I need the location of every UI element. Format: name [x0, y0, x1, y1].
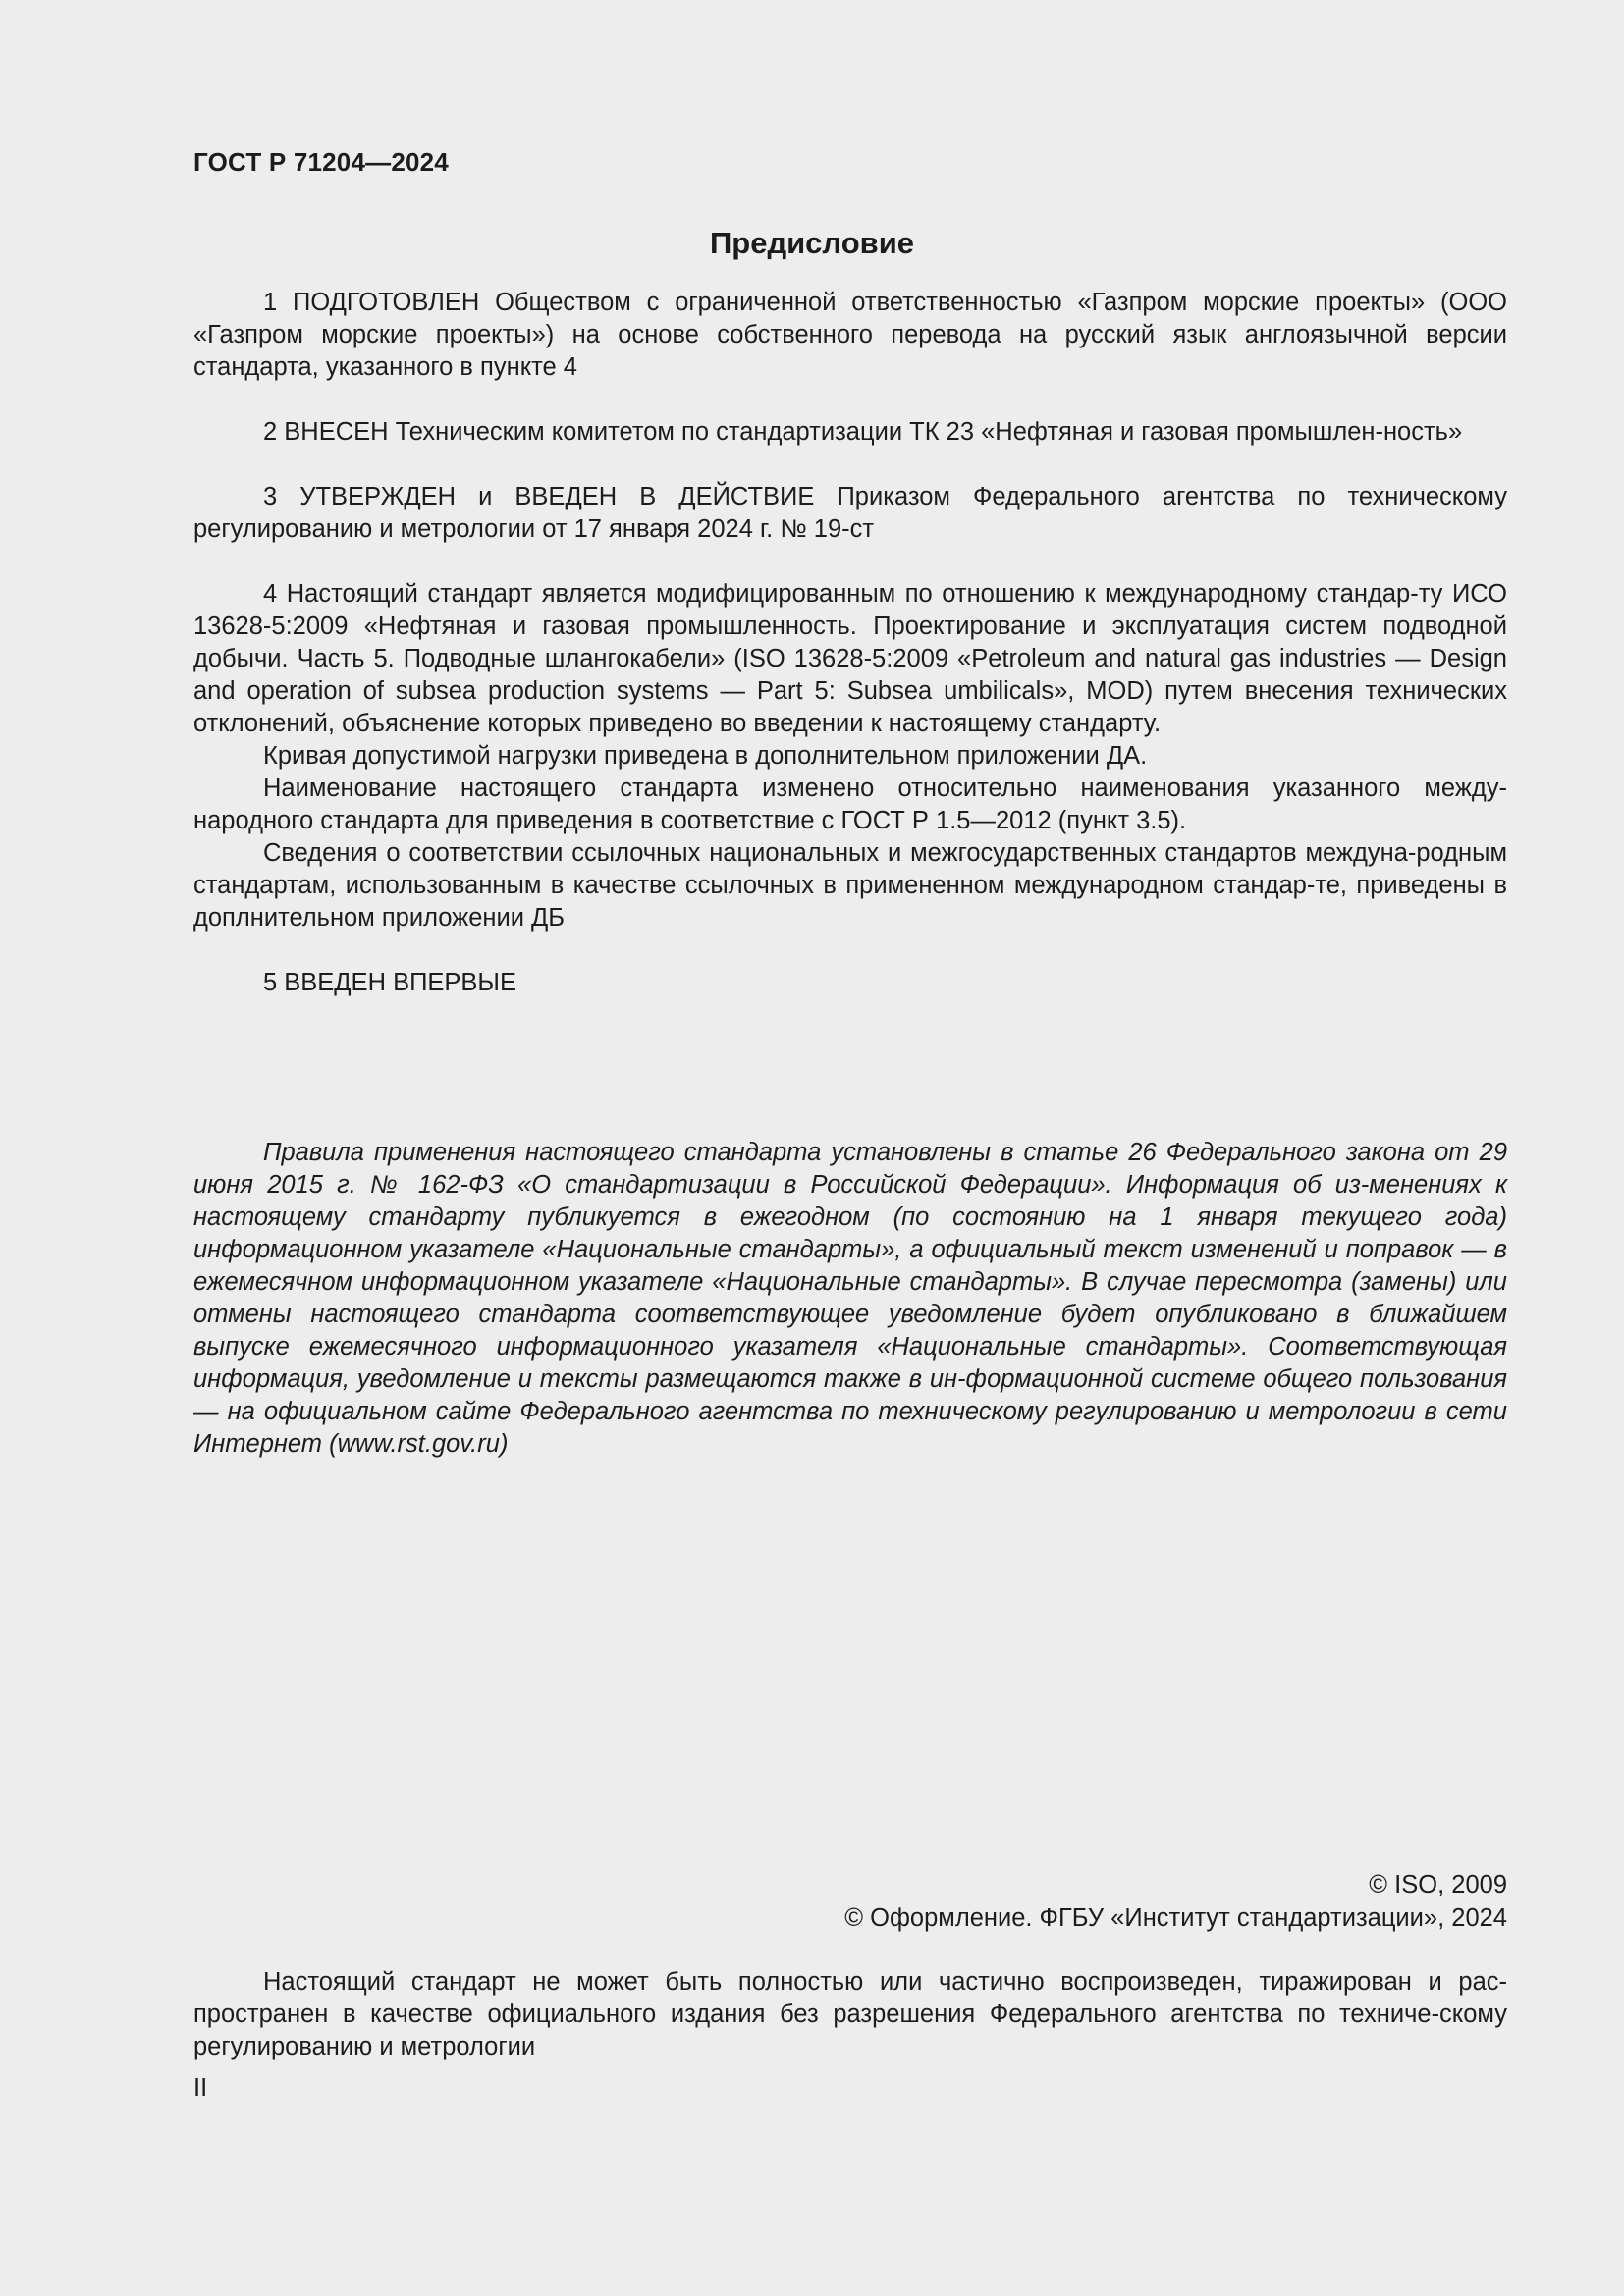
copyright-institute: © Оформление. ФГБУ «Институт стандартизации», 2024	[844, 1904, 1507, 1932]
paragraph-1: 1 ПОДГОТОВЛЕН Обществом с ограниченной ответственностью «Газпром морские проекты» (ООО «Газпром морские проекты») на основе собственного перевода на русский язык англоязычной версии стандарта, указанного в пункте 4	[193, 289, 1507, 381]
foreword-body	[193, 287, 1507, 999]
paragraph-4-references: Сведения о соответствии ссылочных национальных и межгосударственных стандартов междуна-родным стандартам, использованным в качестве ссылочных в примененном международном стандар-те, приведены в доплнительном приложении ДБ	[193, 839, 1507, 932]
paragraph-2: 2 ВНЕСЕН Техническим комитетом по стандартизации ТК 23 «Нефтяная и газовая промышлен-ность»	[263, 418, 1463, 446]
paragraph-3: 3 УТВЕРЖДЕН и ВВЕДЕН В ДЕЙСТВИЕ Приказом Федерального агентства по техническому регулированию и метрологии от 17 января 2024 г. № 19-ст	[193, 483, 1507, 543]
page-title: Предисловие	[709, 226, 914, 260]
paragraph-4-load-curve: Кривая допустимой нагрузки приведена в дополнительном приложении ДА.	[263, 742, 1148, 770]
page-number: II	[193, 2074, 208, 2102]
copyright-iso: © ISO, 2009	[1369, 1871, 1507, 1898]
copyright-block	[844, 1868, 1507, 1935]
paragraph-5: 5 ВВЕДЕН ВПЕРВЫЕ	[263, 969, 517, 996]
document-code: ГОСТ Р 71204—2024	[193, 147, 449, 177]
reproduction-notice: Настоящий стандарт не может быть полностью или частично воспроизведен, тиражирован и рас-пространен в качестве официального издания без разрешения Федерального агентства по техниче-скому регулированию и метрологии	[193, 1968, 1507, 2060]
paragraph-4-title-change: Наименование настоящего стандарта изменено относительно наименования указанного между-народного стандарта для приведения в соответствие с ГОСТ Р 1.5—2012 (пункт 3.5).	[193, 774, 1507, 834]
application-rules-note: Правила применения настоящего стандарта установлены в статье 26 Федерального закона от 29 июня 2015 г. № 162-ФЗ «О стандартизации в Российской Федерации». Информация об из-менениях к настоящему стандарту публикуется в ежегодном (по состоянию на 1 января текущего года) информационном указателе «Национальные стандарты», а официальный текст изменений и поправок — в ежемесячном информационном указателе «Национальные стандарты». В случае пересмотра (замены) или отмены настоящего стандарта соответствующее уведомление будет опубликовано в ближайшем выпуске ежемесячного информационного указателя «Национальные стандарты». Соответствующая информация, уведомление и тексты размещаются также в ин-формационной системе общего пользования — на официальном сайте Федерального агентства по техническому регулированию и метрологии в сети Интернет (www.rst.gov.ru)	[193, 1139, 1507, 1458]
paragraph-4: 4 Настоящий стандарт является модифицированным по отношению к международному стандар-ту ИСО 13628-5:2009 «Нефтяная и газовая промышленность. Проектирование и эксплуатация систем подводной добычи. Часть 5. Подводные шлангокабели» (ISO 13628-5:2009 «Petroleum and natural gas industries — Design and operation of subsea production systems — Part 5: Subsea umbilicals», MOD) путем внесения технических отклонений, объяснение которых приведено во введении к настоящему стандарту.	[193, 580, 1507, 737]
